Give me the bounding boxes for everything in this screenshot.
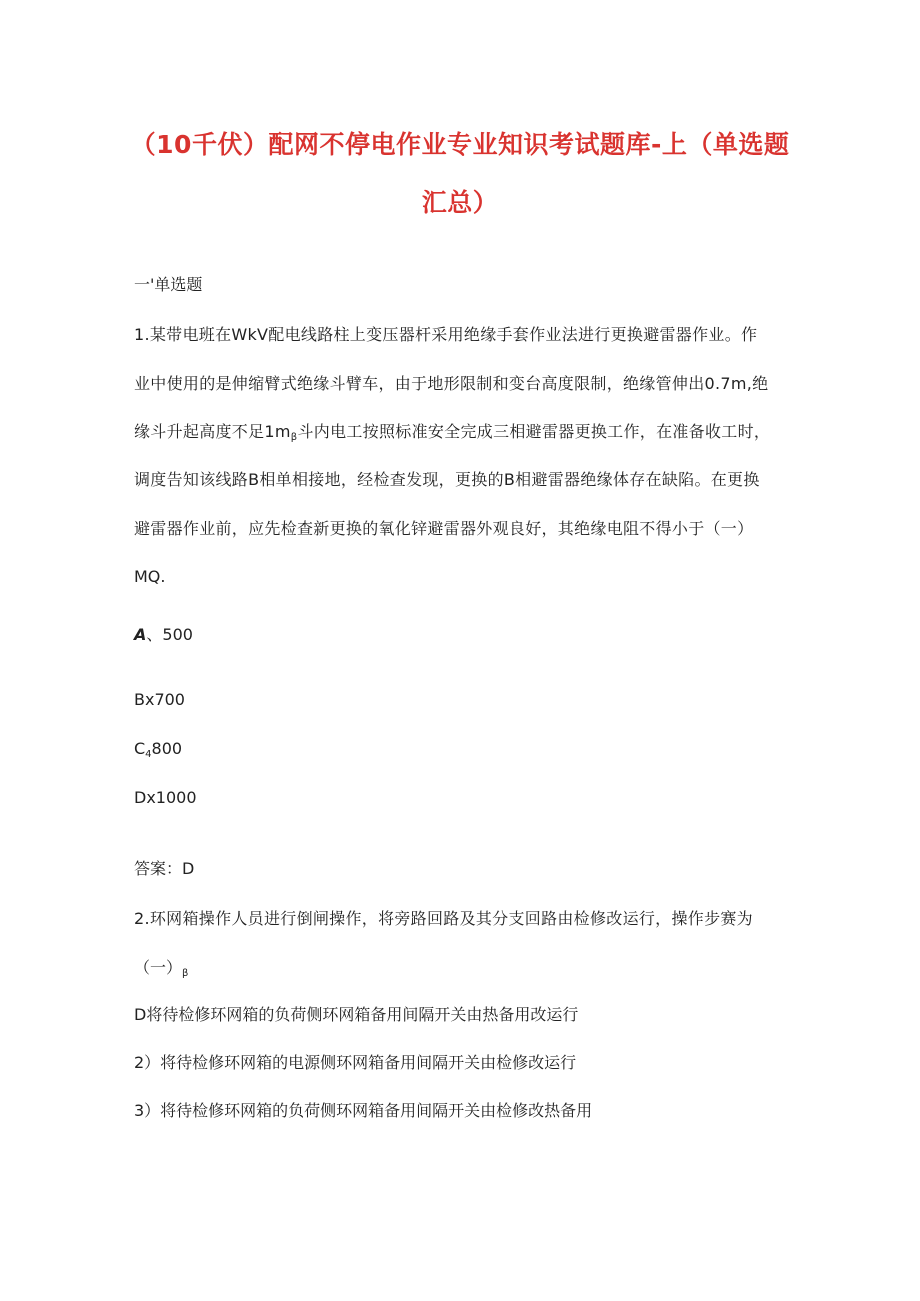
option-c-subscript: 4 xyxy=(145,749,152,760)
option-a-value: 、500 xyxy=(146,625,193,644)
question-1-option-d: Dx1000 xyxy=(134,788,197,807)
document-title-line-2: 汇总） xyxy=(421,188,499,217)
question-1-answer: 答案：D xyxy=(134,859,195,878)
q1-line3-subscript: β xyxy=(290,432,298,443)
question-2-text-line-1: 2.环网箱操作人员进行倒闸操作，将旁路回路及其分支回路由检修改运行，操作步赛为 xyxy=(134,909,753,928)
question-1-text-line-5: 避雷器作业前，应先检查新更换的氧化锌避雷器外观良好，其绝缘电阻不得小于（一） xyxy=(134,519,754,538)
question-1-text-line-3 xyxy=(134,421,770,449)
question-1-option-c xyxy=(134,738,182,766)
q2-line2-subscript: β xyxy=(182,968,189,979)
question-2-step-2: 2）将待检修环网箱的电源侧环网箱备用间隔开关由检修改运行 xyxy=(134,1053,577,1072)
document-title-line-1: （10千伏）配网不停电作业专业知识考试题库-上（单选题 xyxy=(130,130,790,159)
q2-line2-text: （一） xyxy=(134,958,183,977)
question-1-option-b: Bx700 xyxy=(134,690,185,709)
question-2-text-line-2 xyxy=(134,957,188,985)
question-2-step-3: 3）将待检修环网箱的负荷侧环网箱备用间隔开关由检修改热备用 xyxy=(134,1101,593,1120)
question-2-step-1: D将待检修环网箱的负荷侧环网箱备用间隔开关由热备用改运行 xyxy=(134,1005,579,1024)
option-a-letter: A xyxy=(134,625,147,644)
section-heading: 一'单选题 xyxy=(134,275,203,294)
option-c-value: 800 xyxy=(151,739,183,758)
option-c-letter: C xyxy=(134,739,146,758)
question-1-text-line-6: MQ. xyxy=(134,567,166,586)
q1-line3-start: 缘斗升起高度不足1m xyxy=(134,422,291,441)
question-1-text-line-1: 1.某带电班在WkV配电线路柱上变压器杆采用绝缘手套作业法进行更换避雷器作业。作 xyxy=(134,325,758,344)
question-1-text-line-2: 业中使用的是伸缩臂式绝缘斗臂车，由于地形限制和变台高度限制，绝缘管伸出0.7m,绝 xyxy=(134,374,769,393)
q1-line3-end: 斗内电工按照标准安全完成三相避雷器更换工作，在准备收工时， xyxy=(297,422,771,441)
question-1-option-a xyxy=(134,624,193,646)
question-1-text-line-4: 调度告知该线路B相单相接地，经检查发现，更换的B相避雷器绝缘体存在缺陷。在更换 xyxy=(134,470,760,489)
